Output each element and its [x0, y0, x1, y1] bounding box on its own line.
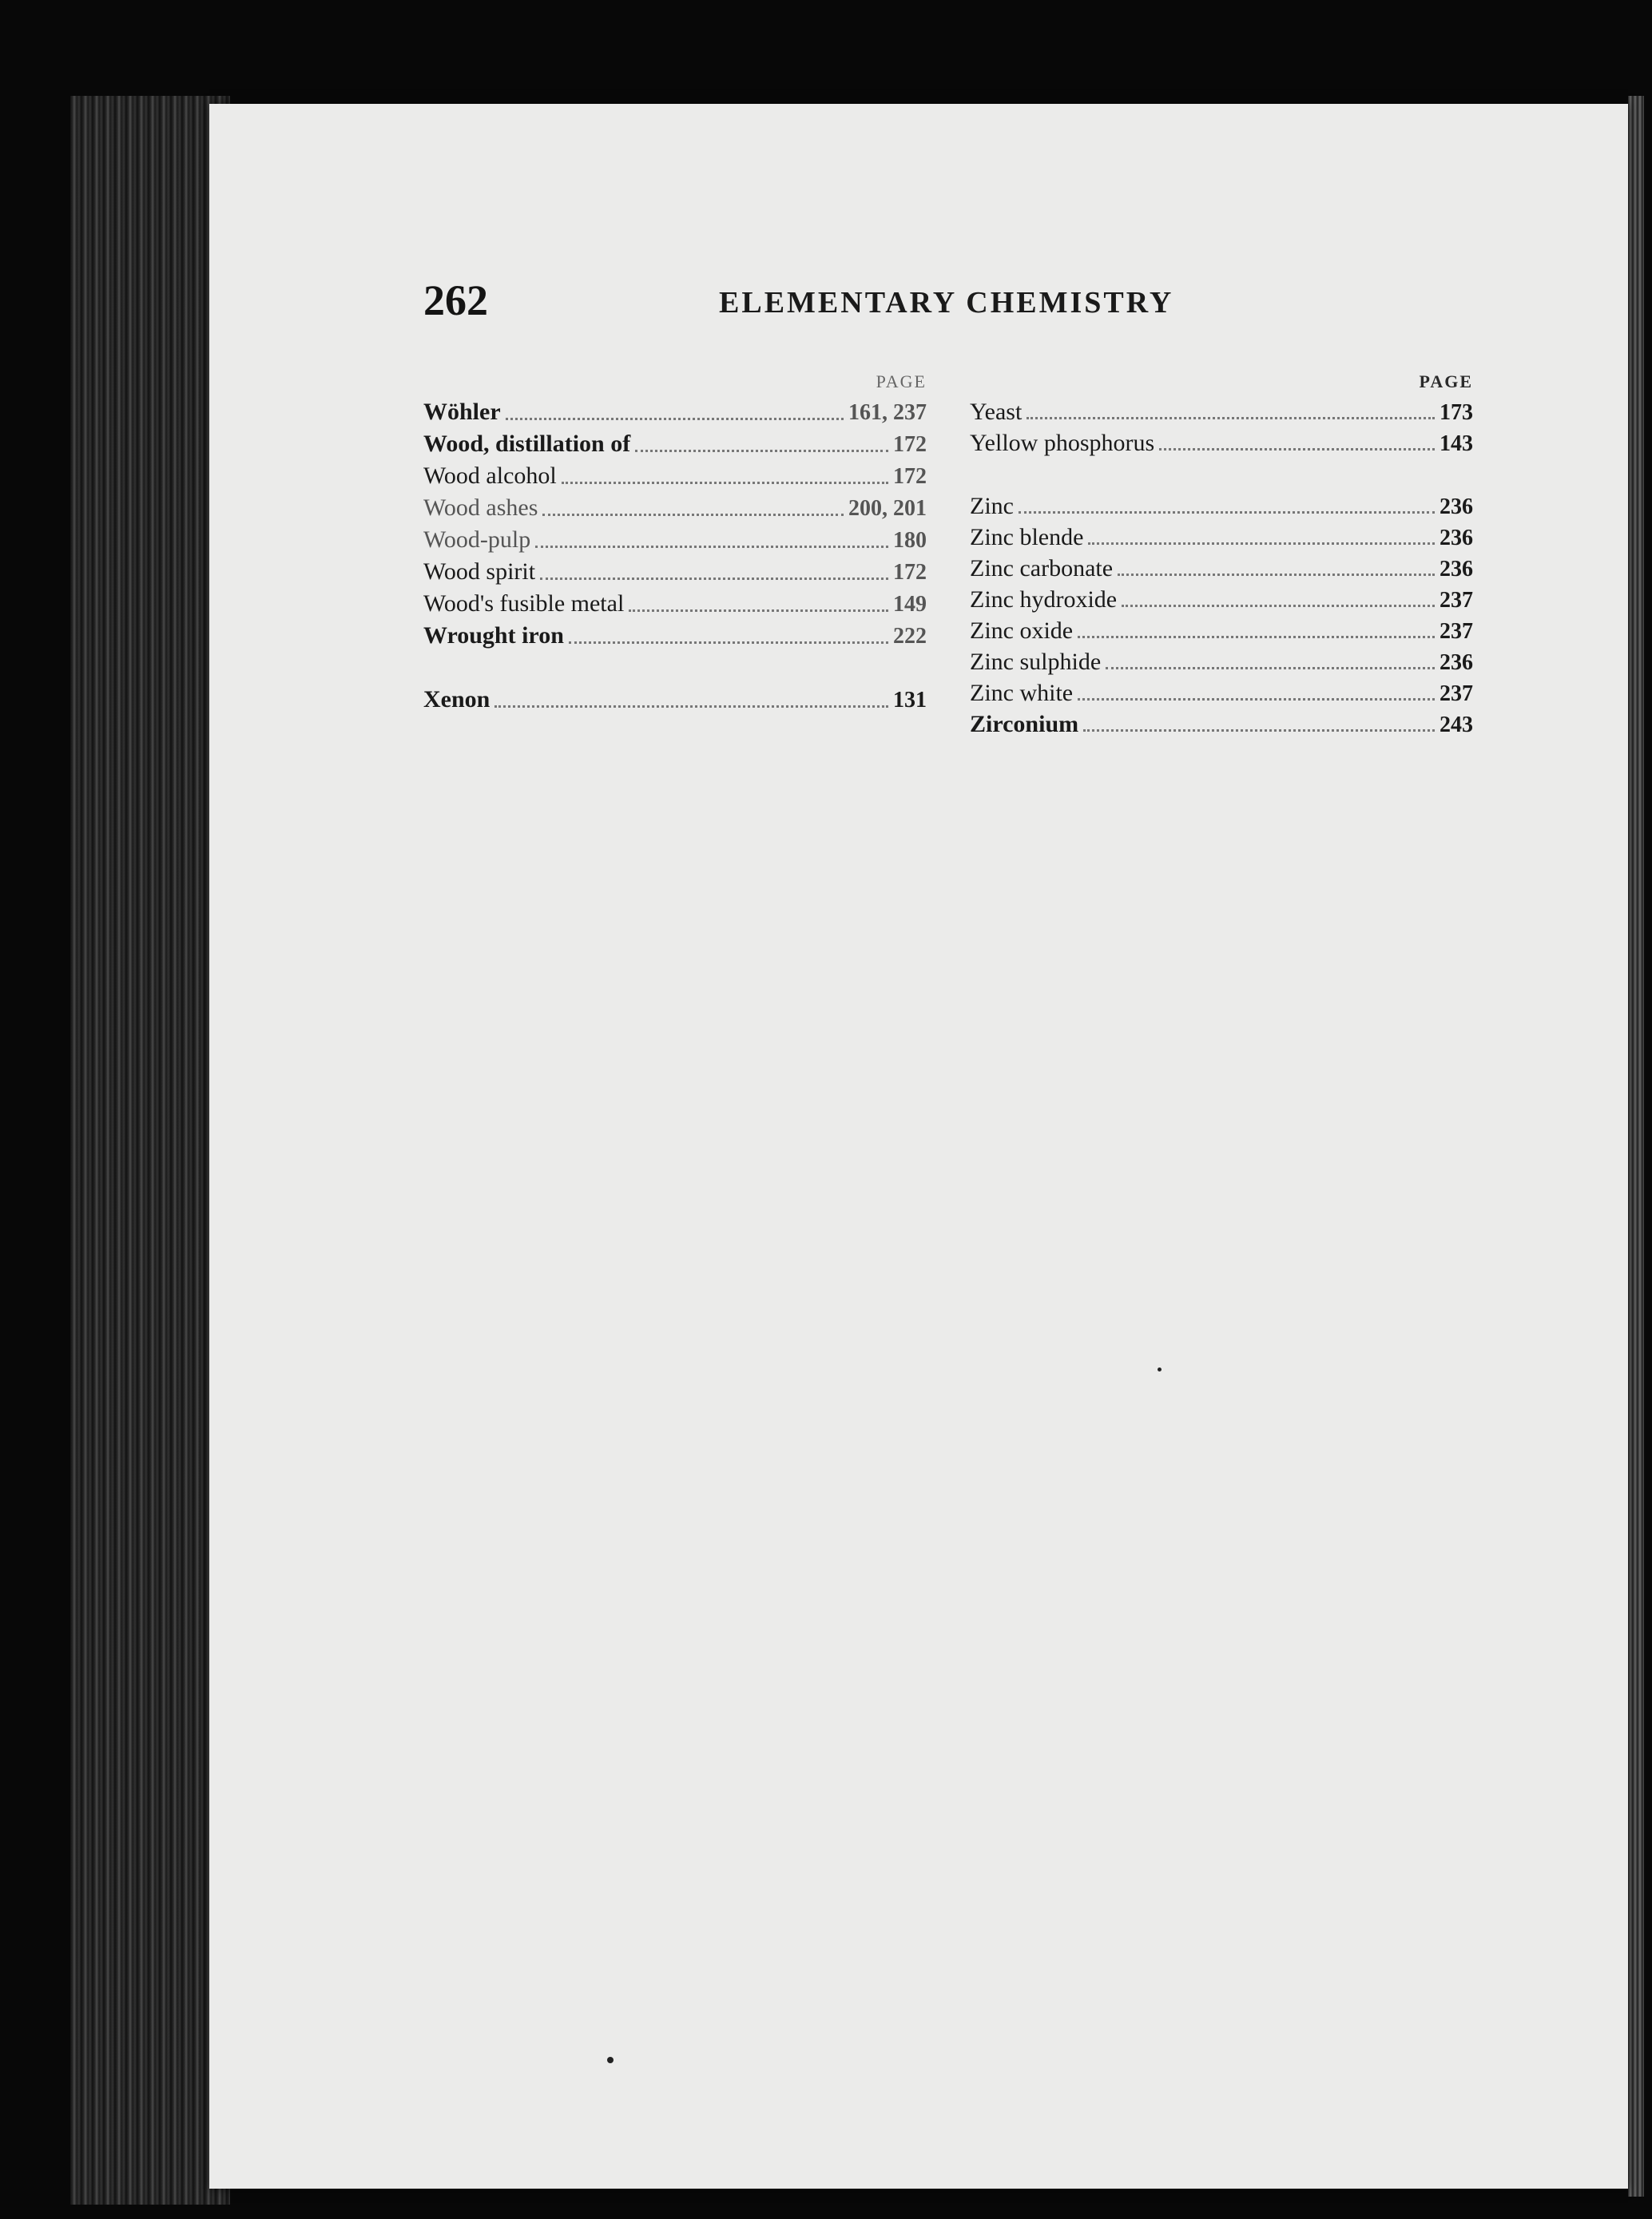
index-term: Zirconium	[970, 711, 1079, 737]
index-pages: 143	[1440, 431, 1473, 456]
index-entry	[423, 556, 927, 588]
index-pages: 131	[893, 688, 927, 713]
index-pages: 173	[1440, 400, 1473, 425]
index-term: Wood alcohol	[423, 462, 557, 489]
index-entry	[423, 588, 927, 620]
index-entry	[970, 646, 1473, 677]
index-entry	[423, 684, 927, 716]
index-entry	[423, 428, 927, 460]
index-pages: 237	[1440, 619, 1473, 644]
leader-dots	[562, 482, 888, 484]
index-term: Wood-pulp	[423, 526, 531, 553]
leader-dots	[629, 609, 888, 612]
index-entry	[970, 522, 1473, 553]
index-pages: 237	[1440, 588, 1473, 613]
index-term: Wrought iron	[423, 622, 564, 649]
leader-dots	[540, 578, 888, 580]
index-term: Zinc sulphide	[970, 649, 1102, 675]
leader-dots	[1122, 605, 1435, 607]
index-entry	[423, 460, 927, 492]
page-column-label: PAGE	[876, 371, 927, 391]
running-head	[423, 276, 1222, 331]
index-term: Zinc oxide	[970, 617, 1074, 644]
index-term: Wöhler	[423, 399, 501, 425]
ink-speck	[1158, 1368, 1162, 1371]
index-pages: 236	[1440, 557, 1473, 582]
index-term: Zinc white	[970, 680, 1074, 706]
index-term: Wood ashes	[423, 494, 538, 521]
index-entry	[423, 620, 927, 652]
page-number: 262	[423, 276, 488, 324]
leader-dots	[1027, 417, 1435, 419]
section-gap	[423, 652, 927, 684]
leader-dots	[494, 705, 888, 708]
index-entry	[970, 490, 1473, 522]
index-pages: 172	[893, 464, 927, 489]
index-entry	[970, 584, 1473, 615]
index-term: Zinc	[970, 493, 1014, 519]
index-term: Wood's fusible metal	[423, 590, 625, 617]
index-term: Wood, distillation of	[423, 431, 631, 457]
leader-dots	[1078, 698, 1435, 701]
book-title: ELEMENTARY CHEMISTRY	[719, 286, 1174, 320]
leader-dots	[542, 514, 844, 516]
index-pages: 200, 201	[848, 496, 927, 521]
leader-dots	[1078, 636, 1435, 638]
index-term: Zinc carbonate	[970, 555, 1114, 582]
index-term: Zinc blende	[970, 524, 1084, 550]
index-pages: 236	[1440, 650, 1473, 675]
index-term: Yellow phosphorus	[970, 430, 1155, 456]
index-entry	[423, 492, 927, 524]
index-entry	[423, 396, 927, 428]
index-entry	[423, 524, 927, 556]
leader-dots	[635, 450, 888, 452]
index-term: Yeast	[970, 399, 1023, 425]
index-entry	[970, 396, 1473, 427]
leader-dots	[506, 418, 844, 420]
leader-dots	[1019, 511, 1435, 514]
leader-dots	[1106, 667, 1435, 669]
index-entry	[970, 553, 1473, 584]
index-entry	[970, 709, 1473, 740]
leader-dots	[1118, 574, 1435, 576]
index-column-left	[423, 367, 927, 716]
book-right-edge	[1628, 96, 1644, 2197]
leader-dots	[1083, 729, 1435, 732]
leader-dots	[569, 641, 888, 644]
index-entry	[970, 677, 1473, 709]
ink-speck	[607, 2057, 614, 2063]
index-pages: 161, 237	[848, 400, 927, 425]
index-pages: 180	[893, 528, 927, 553]
index-pages: 243	[1440, 713, 1473, 737]
page-column-label: PAGE	[1419, 371, 1473, 391]
index-term: Xenon	[423, 686, 490, 713]
index-pages: 172	[893, 432, 927, 457]
leader-dots	[1159, 448, 1435, 451]
section-gap	[970, 458, 1473, 490]
index-entry	[970, 427, 1473, 458]
index-pages: 236	[1440, 494, 1473, 519]
index-term: Wood spirit	[423, 558, 536, 585]
leader-dots	[535, 546, 888, 548]
book-page-edges	[70, 96, 230, 2205]
index-term: Zinc hydroxide	[970, 586, 1118, 613]
index-pages: 172	[893, 560, 927, 585]
index-pages: 149	[893, 592, 927, 617]
index-entry	[970, 615, 1473, 646]
index-pages: 236	[1440, 526, 1473, 550]
index-column-right	[970, 367, 1473, 740]
index-pages: 222	[893, 624, 927, 649]
leader-dots	[1088, 542, 1435, 545]
index-pages: 237	[1440, 681, 1473, 706]
